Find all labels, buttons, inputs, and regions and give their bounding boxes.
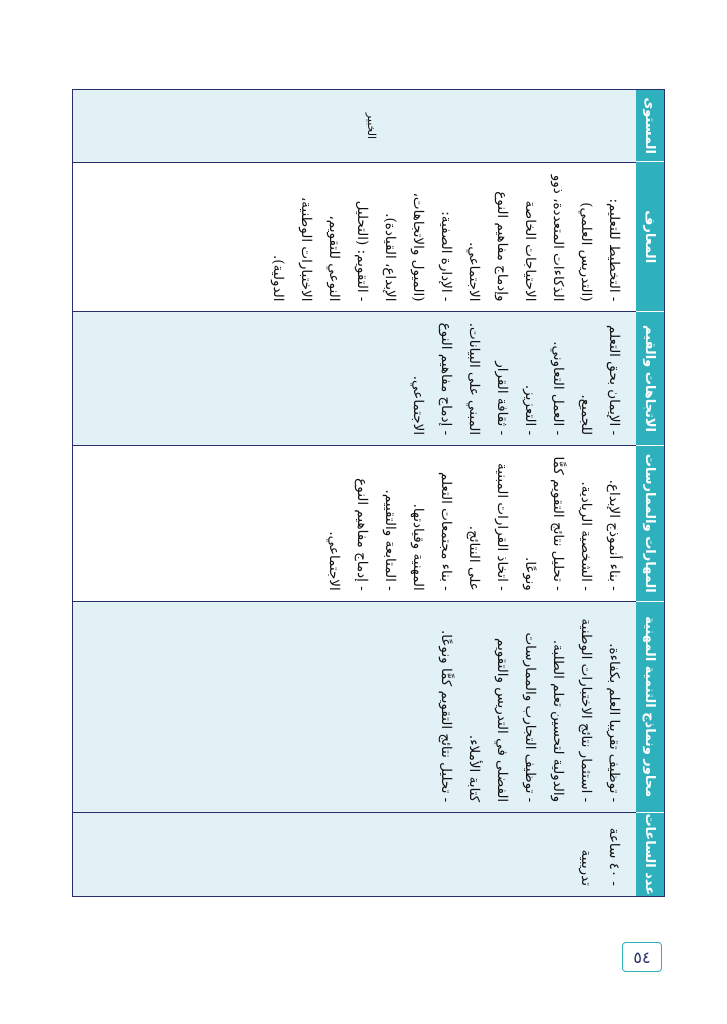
table-row bbox=[73, 90, 636, 896]
skills-item: - بناء مجتمعات التعلم المهنية وقيادتها. bbox=[410, 471, 454, 591]
cell-level bbox=[73, 90, 636, 162]
header-skills: المهارات والممارسات bbox=[636, 445, 664, 601]
header-level: المستوى bbox=[642, 97, 658, 155]
cell-skills bbox=[73, 445, 636, 601]
table-header-row bbox=[636, 90, 664, 896]
attitudes-item: - العمل التعاوني. bbox=[550, 341, 566, 436]
axes-item: - توظيف التجارب والممارسات الفضلى في التدريس والتقويم كتابة الأملاء. bbox=[466, 632, 538, 803]
attitudes-item: - إدماج مفاهيم النوع الاجتماعي. bbox=[410, 322, 454, 436]
skills-item: - المتابعة والتقييم. bbox=[382, 489, 398, 591]
header-hours: عدد الساعات bbox=[636, 812, 664, 896]
hours-text: - ٤٠ ساعة تدريبية bbox=[578, 827, 622, 886]
skills-item: - تحليل نتائج التقويم كمًّا ونوعًا. bbox=[522, 456, 566, 591]
header-axes: محاور ونماذج التنمية المهنية bbox=[636, 601, 664, 812]
cell-knowledge bbox=[73, 162, 636, 312]
knowledge-item: - الإدارة الصفية: (الميول والاتجاهات، الإبداع، القيادة). bbox=[382, 192, 454, 302]
cell-attitudes bbox=[73, 311, 636, 445]
skills-item: - الشخصية الريادية. bbox=[578, 481, 594, 591]
cell-hours bbox=[73, 812, 636, 896]
level-text: الخبير bbox=[365, 112, 378, 140]
professional-development-table bbox=[72, 89, 665, 897]
header-knowledge: المعارف bbox=[636, 161, 664, 311]
skills-item: - إدماج مفاهيم النوع الاجتماعي. bbox=[326, 478, 370, 591]
knowledge-item: - التقويم: (التحليل النوعي للتقويم، الاختبارات الوطنية، الدولية). bbox=[270, 196, 370, 302]
skills-item: - بناء أنموذج الإبداع. bbox=[606, 479, 622, 591]
axes-item: - تحليل نتائج التقويم كمًّا ونوعًا. bbox=[438, 629, 454, 803]
knowledge-item: - التخطيط للتعليم: (التدريس العلمي) الذكاءات المتعددة، ذوو الاحتياجات الخاصة وإدماج مفاهيم النوع الاجتماعي. bbox=[466, 174, 622, 302]
cell-axes bbox=[73, 601, 636, 812]
skills-item: - اتخاذ القرارات المبنية على النتائج. bbox=[466, 462, 510, 591]
axes-item: - استثمار نتائج الاختبارات الوطنية والدولية لتحسين تعلم الطلبة. bbox=[550, 618, 594, 803]
attitudes-item: - التعزيز. bbox=[522, 384, 538, 436]
attitudes-item: - ثقافة القرار المبني على البيانات. bbox=[466, 322, 510, 436]
header-attitudes: الاتجاهات والقيم bbox=[636, 311, 664, 445]
attitudes-item: - الإيمان بحق التعلم للجميع. bbox=[578, 325, 622, 436]
page-number: ٥٤ bbox=[622, 942, 662, 972]
axes-item: - توظيف تقريبا العلم بكفاءة. bbox=[606, 643, 622, 803]
